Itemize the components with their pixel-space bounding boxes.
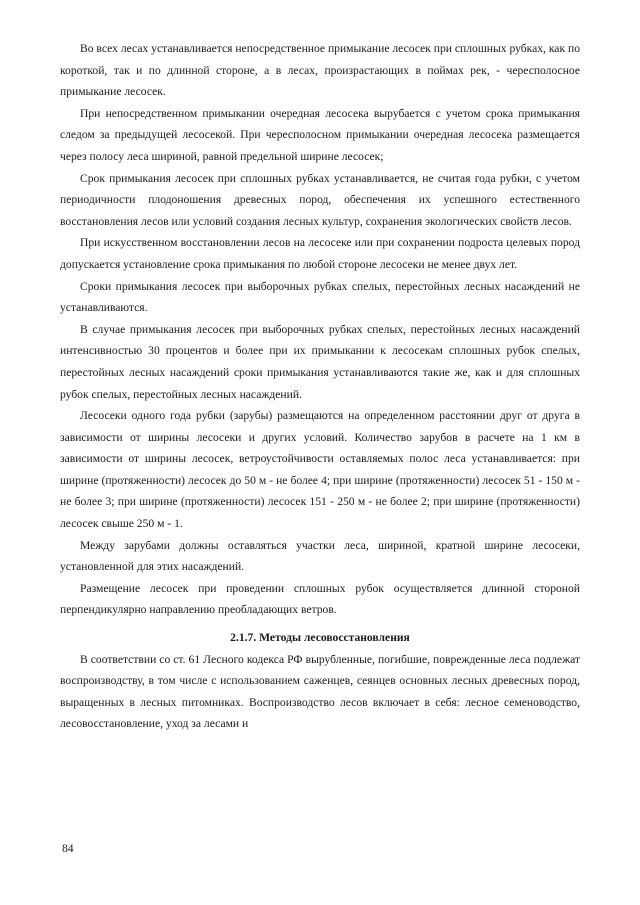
body-text [60, 38, 580, 735]
paragraph: При искусственном восстановлении лесов на лесосеке или при сохранении подроста целевых пород допускается установление срока примыкания по любой стороне лесосеки не менее двух лет. [60, 236, 580, 271]
paragraph: Срок примыкания лесосек при сплошных рубках устанавливается, не считая года рубки, с учетом периодичности плодоношения древесных пород, обеспечения их успешного естественного восстановления лесов или условий создания лесных культур, сохранения экологических свойств лесов. [60, 171, 580, 228]
paragraph: Во всех лесах устанавливается непосредственное примыкание лесосек при сплошных рубках, как по короткой, так и по длинной стороне, а в лесах, произрастающих в поймах рек, - чересполосное примыкание лесосек. [60, 42, 580, 99]
section-heading: 2.1.7. Методы лесовосстановления [230, 631, 410, 645]
paragraph: В соответствии со ст. 61 Лесного кодекса РФ вырубленные, погибшие, поврежденные леса подлежат воспроизводству, в том числе с использованием саженцев, сеянцев основных лесных древесных пород, выращенных в лесных питомниках. Воспроизводство лесов включает в себя: лесное семеноводство, лесовосстановление, уход за лесами и [60, 652, 580, 731]
paragraph: Размещение лесосек при проведении сплошных рубок осуществляется длинной стороной перпендикулярно направлению преобладающих ветров. [60, 581, 580, 617]
paragraph: Между зарубами должны оставляться участки леса, шириной, кратной ширине лесосеки, установленной для этих насаждений. [60, 538, 580, 574]
paragraph: Сроки примыкания лесосек при выборочных рубках спелых, перестойных лесных насаждений не устанавливаются. [60, 279, 580, 315]
paragraph: Лесосеки одного года рубки (зарубы) размещаются на определенном расстоянии друг от друга в зависимости от ширины лесосеки и других условий. Количество зарубов в расчете на 1 км в зависимости от ширины лесосек, ветроустойчивости оставляемых полос леса устанавливается: при ширине (протяженности) лесосек до 50 м - не более 4; при ширине (протяженности) лесосек 51 - 150 м - не более 3; при ширине (протяженности) лесосек 151 - 250 м - не более 2; при ширине (протяженности) лесосек свыше 250 м - 1. [60, 409, 580, 531]
page-number: 84 [62, 842, 74, 855]
paragraph: При непосредственном примыкании очередная лесосека вырубается с учетом срока примыкания следом за предыдущей лесосекой. При чересполосном примыкании очередная лесосека размещается через полосу леса шириной, равной предельной ширине лесосек; [60, 106, 580, 163]
paragraph: В случае примыкания лесосек при выборочных рубках спелых, перестойных лесных насаждений интенсивностью 30 процентов и более при их примыкании к лесосекам сплошных рубок спелых, перестойных лесных насаждений сроки примыкания устанавливаются такие же, как и для сплошных рубок спелых, перестойных лесных насаждений. [60, 322, 580, 401]
